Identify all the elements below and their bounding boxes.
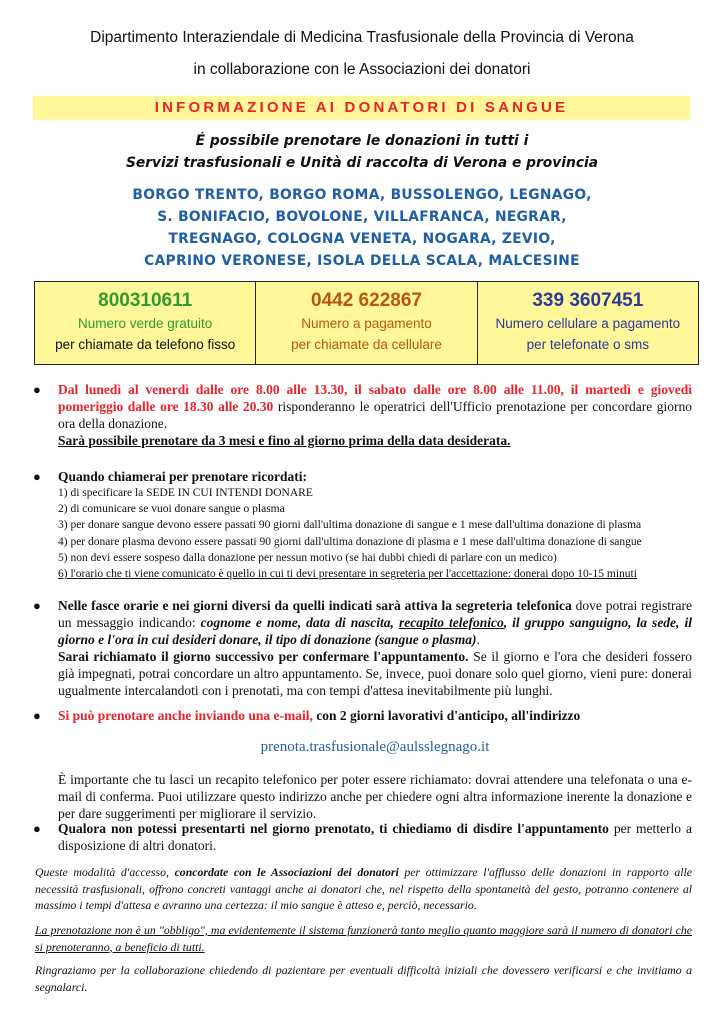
email-heading-2: con 2 giorni lavorativi d'anticipo, all'indirizzo	[312, 708, 581, 723]
cities-line-4: CAPRINO VERONESE, ISOLA DELLA SCALA, MALCESINE	[144, 253, 580, 269]
bullet-icon: ●	[33, 821, 41, 836]
header-line-1: Dipartimento Interaziendale di Medicina Trasfusionale della Provincia di Verona	[90, 29, 634, 46]
email-heading: Si può prenotare anche inviando una e-mail,	[58, 708, 313, 723]
footer-paragraph-1	[35, 864, 692, 914]
voicemail-dot: .	[476, 632, 480, 647]
section-reminders	[33, 468, 692, 582]
footer-bold: concordate con le Associazioni dei donatori	[174, 865, 399, 879]
voicemail-heading: Nelle fasce orarie e nei giorni diversi da quelli indicati sarà attiva la segreteria telefonica	[58, 598, 572, 613]
cities-line-3: TREGNAGO, COLOGNA VENETA, NOGARA, ZEVIO,	[168, 231, 556, 247]
phone-number-toll-free[interactable]: 800310611	[98, 290, 193, 311]
voicemail-phone-field: recapito telefonico	[398, 615, 504, 630]
section-email	[33, 707, 692, 822]
phone-table	[34, 281, 699, 365]
cancel-text: per metterlo a disposizione di altri donatori.	[58, 821, 692, 853]
phone-cell-paid	[256, 282, 477, 364]
phone-desc-2: per chiamate da cellulare	[291, 337, 442, 352]
phone-desc-1: Numero a pagamento	[301, 316, 432, 331]
header-line-2: in collaborazione con le Associazioni dei donatori	[193, 61, 531, 78]
reminder-item: 6) l'orario che ti viene comunicato è quello in cui ti devi presentare in segreteria per l'accettazione: donerai dopo 10-15 minuti	[58, 568, 637, 581]
section-hours	[33, 381, 692, 449]
footer-paragraph-3: Ringraziamo per la collaborazione chiedendo di pazientare per eventuali difficoltà iniziali che dovessero verificarsi e che invitiamo a segnalarci.	[35, 963, 692, 994]
phone-desc-1: Numero verde gratuito	[78, 316, 213, 331]
cities-line-2: S. BONIFACIO, BOVOLONE, VILLAFRANCA, NEGRAR,	[157, 209, 567, 225]
phone-cell-toll-free	[35, 282, 256, 364]
callback-text: Se il giorno e l'ora che desideri fossero già impegnati, potrai concordare un altro appuntamento. Se, invece, puoi donare solo quel giorno, vieni pure: donerai ugualmente intercalandoti con i prenotati, ma con tempi d'attesa inevitabilmente più lunghi.	[58, 649, 693, 698]
footer-text: Queste modalità d'accesso,	[35, 865, 175, 879]
phone-desc-1: Numero cellulare a pagamento	[495, 316, 681, 331]
subtitle-line-1: É possibile prenotare le donazioni in tutti i	[195, 133, 529, 149]
phone-number-mobile[interactable]: 339 3607451	[532, 290, 644, 311]
phone-cell-mobile	[478, 282, 698, 364]
voicemail-fields-2: , il gruppo sanguigno, la sede, il giorno e l'ora in cui desideri donare, il tipo di donazione (sangue o plasma)	[58, 615, 692, 647]
reminder-item: 4) per donare plasma devono essere passati 90 giorni dall'ultima donazione di plasma e 1 mese dall'ultima donazione di sangue	[58, 535, 642, 548]
bullet-icon: ●	[33, 708, 41, 723]
footer-text: per ottimizzare l'afflusso delle donazioni in rapporto alle necessità trasfusionali, offrono concreti vantaggi anche ai donatori che, nel rispetto della spontaneità del gesto, potranno contenere al massimo i tempi d'attesa e avranno una certezza: il mio sangue è atteso e, perciò, necessario.	[35, 865, 693, 912]
phone-number-paid[interactable]: 0442 622867	[311, 290, 422, 311]
voicemail-fields: cognome e nome, data di nascita,	[200, 615, 399, 630]
reminder-item: 3) per donare sangue devono essere passati 90 giorni dall'ultima donazione di sangue e 1 mese dall'ultima donazione di plasma	[58, 519, 642, 532]
reminders-title: Quando chiamerai per prenotare ricordati:	[58, 469, 307, 484]
bullet-icon: ●	[33, 382, 41, 397]
cities-line-1: BORGO TRENTO, BORGO ROMA, BUSSOLENGO, LEGNAGO,	[132, 187, 592, 203]
hours-text: Dal lunedì al venerdì dalle ore 8.00 alle 13.30, il sabato dalle ore 8.00 alle 11.00, il martedì e giovedì pomeriggio dalle ore 18.30 alle 20.30	[58, 382, 692, 414]
section-voicemail	[33, 597, 693, 699]
phone-desc-2: per telefonate o sms	[526, 337, 649, 352]
voicemail-text: dove potrai registrare un messaggio indicando:	[58, 598, 693, 630]
footer-paragraph-2: La prenotazione non è un "obbligo", ma evidentemente il sistema funzionerà tanto meglio quanto maggiore sarà il numero di donatori che si prenoteranno, a beneficio di tutti.	[35, 923, 692, 954]
reminder-item: 5) non devi essere sospeso dalla donazione per nessun motivo (se hai dubbi chiedi di parlare con un medico)	[58, 551, 557, 564]
cancel-heading: Qualora non potessi presentarti nel giorno prenotato, ti chiediamo di disdire l'appuntamento	[58, 821, 609, 836]
email-link[interactable]: prenota.trasfusionale@aulsslegnago.it	[260, 739, 490, 755]
email-note: È importante che tu lasci un recapito telefonico per poter essere richiamato: dovrai attendere una telefonata o una e-mail di conferma. Puoi utilizzare questo indirizzo anche per chiedere ogni altra informazione inerente la donazione e per dare suggerimenti per migliorare il servizio.	[58, 772, 692, 821]
bullet-icon: ●	[33, 469, 41, 484]
hours-desc: risponderanno le operatrici dell'Ufficio prenotazione per concordare giorno ora della donazione.	[58, 399, 692, 431]
phone-desc-2: per chiamate da telefono fisso	[55, 337, 236, 352]
callback-note: Sarai richiamato il giorno successivo per confermare l'appuntamento.	[58, 649, 469, 664]
title-banner: INFORMAZIONE AI DONATORI DI SANGUE	[33, 96, 690, 120]
booking-window-note: Sarà possibile prenotare da 3 mesi e fino al giorno prima della data desiderata.	[58, 433, 511, 448]
reminder-item: 1) di specificare la SEDE IN CUI INTENDI DONARE	[58, 487, 313, 499]
bullet-icon: ●	[33, 598, 41, 613]
subtitle-line-2: Servizi trasfusionali e Unità di raccolta di Verona e provincia	[125, 155, 599, 171]
reminder-item: 2) di comunicare se vuoi donare sangue o plasma	[58, 503, 285, 516]
section-cancel	[33, 820, 692, 854]
